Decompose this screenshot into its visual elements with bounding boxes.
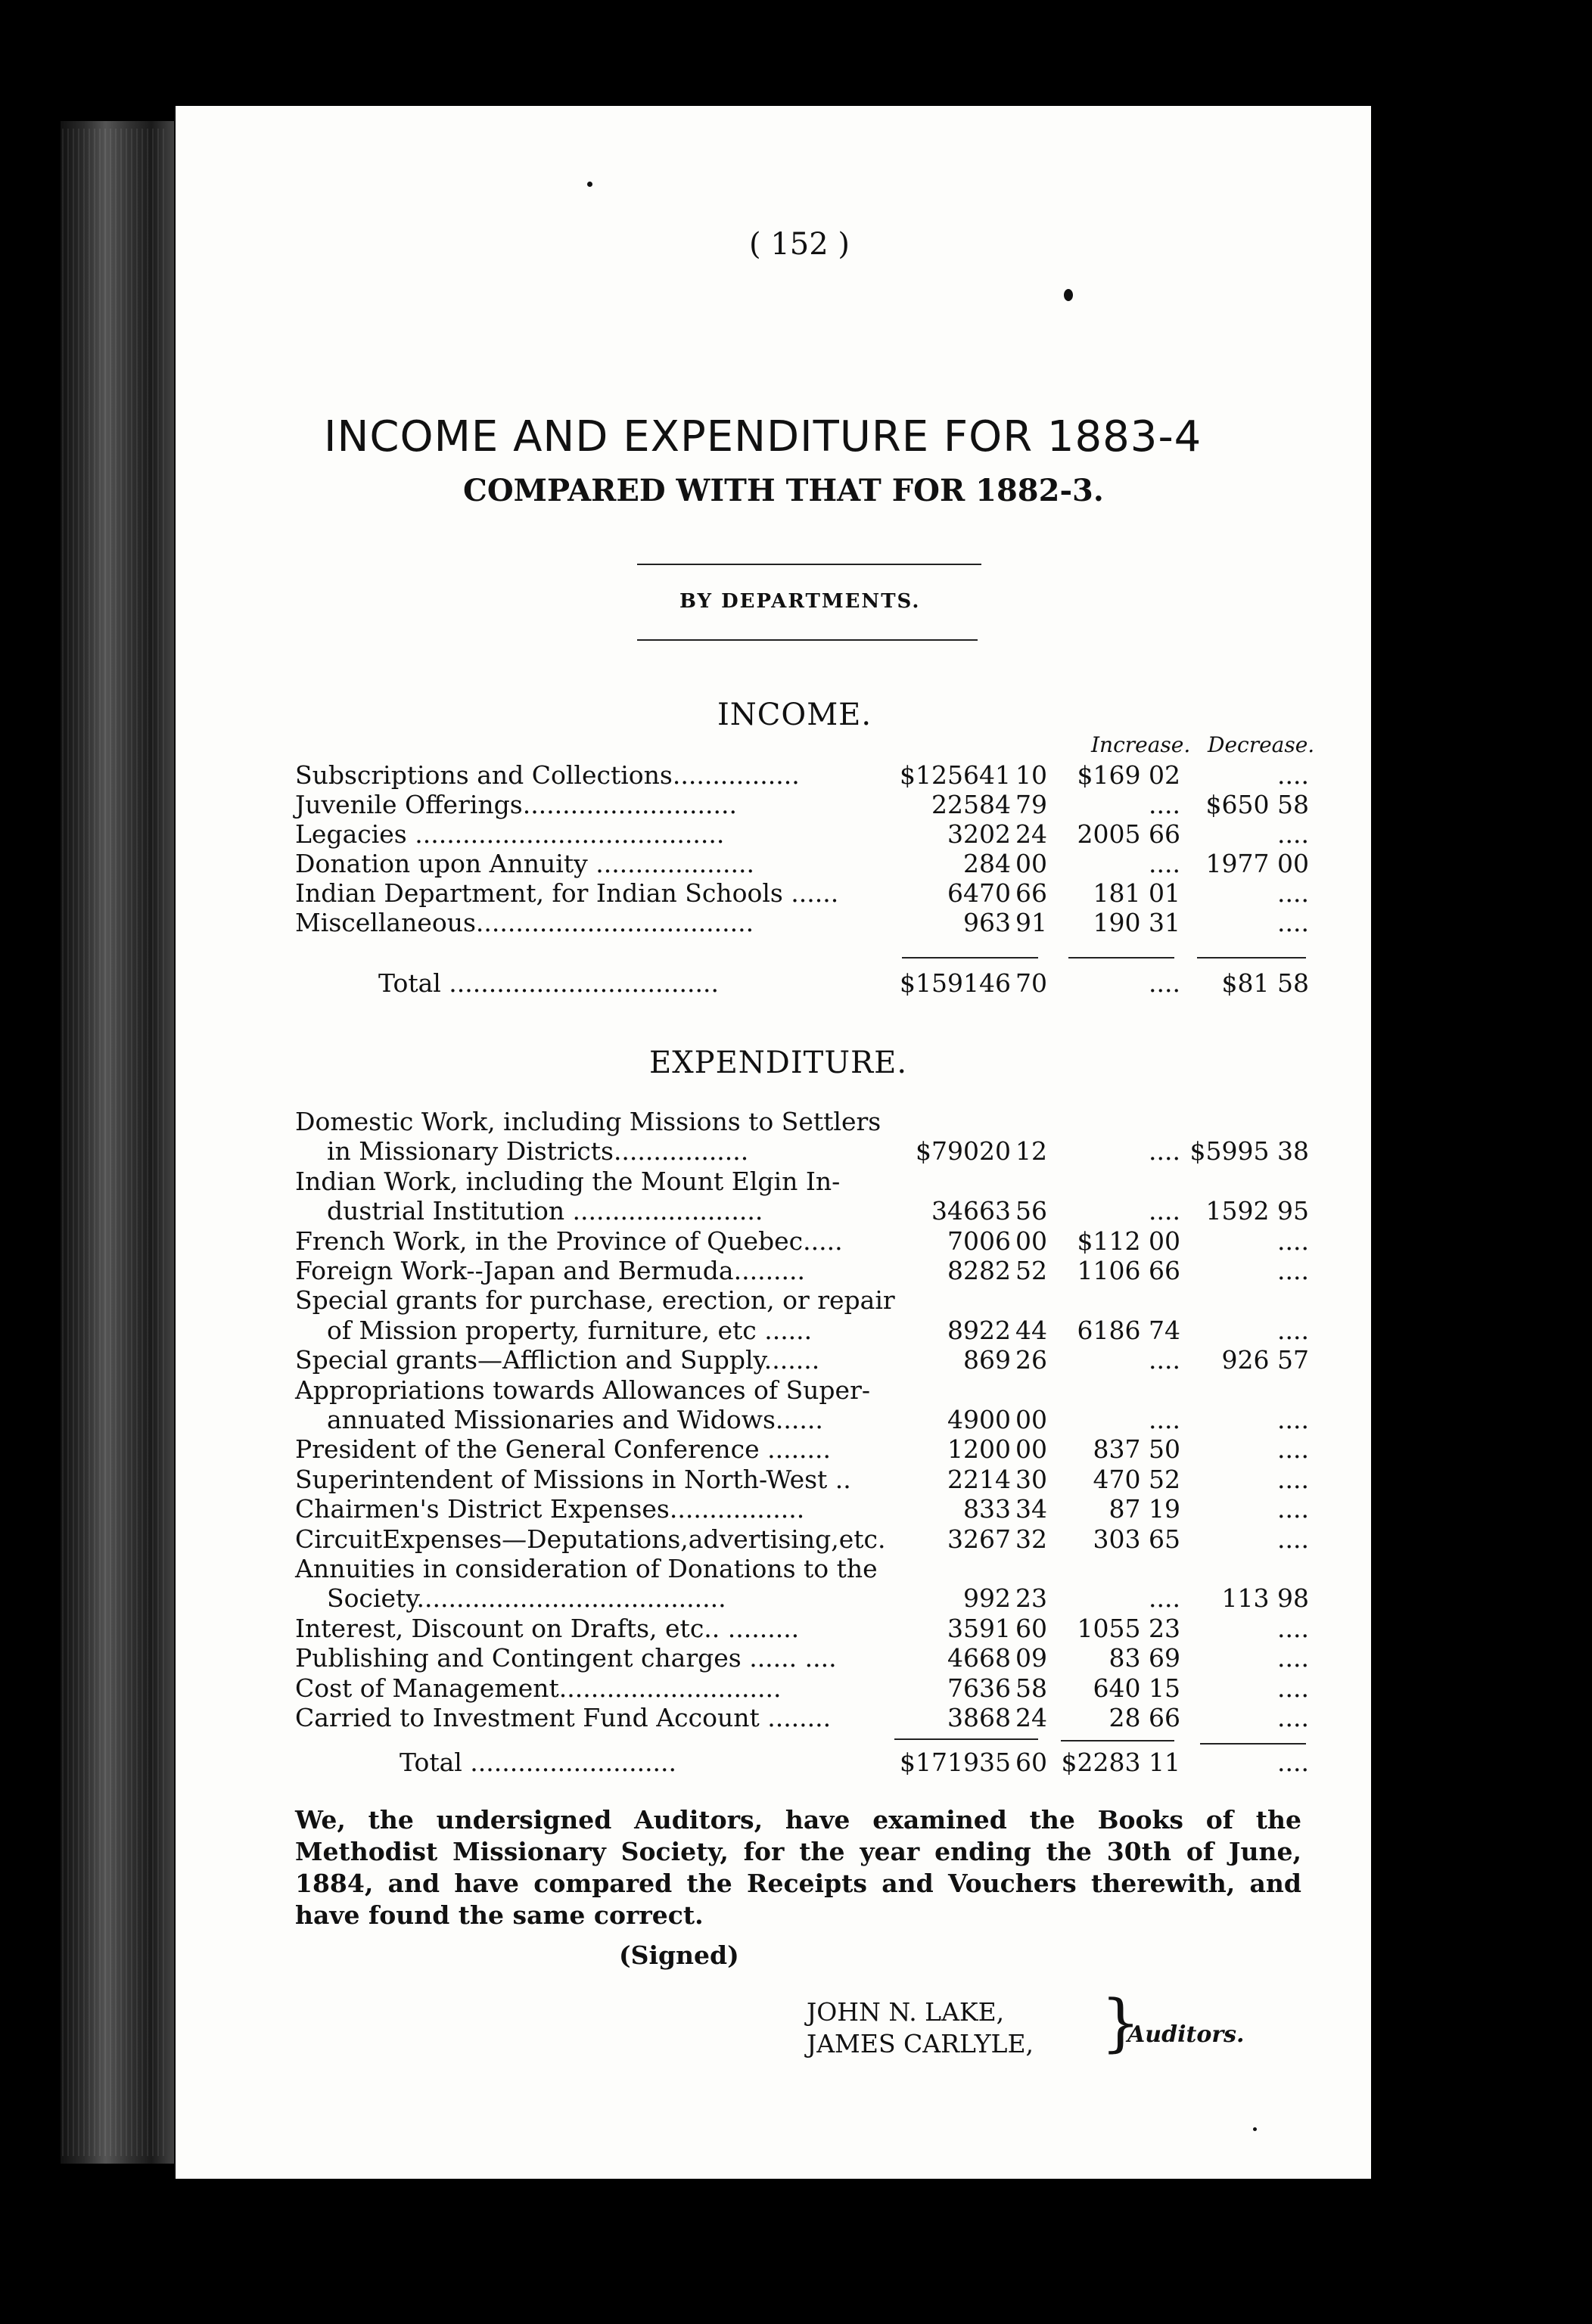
expenditure-row [0, 1256, 1592, 1286]
decrease-column-header: Decrease. [1208, 732, 1315, 757]
expenditure-total-decrease: .... [1277, 1748, 1309, 1777]
expenditure-sum-rule-increase [1061, 1740, 1174, 1741]
income-label: Subscriptions and Collections................ [295, 760, 800, 790]
income-dollars: 22584 [931, 790, 1011, 819]
expenditure-total-cents: 60 [1015, 1748, 1047, 1777]
increase-column-header: Increase. [1091, 732, 1191, 757]
section-by-departments: BY DEPARTMENTS. [679, 590, 921, 613]
expenditure-cents: 30 [1015, 1464, 1047, 1494]
income-decrease: 1977 00 [1205, 849, 1309, 878]
expenditure-label: CircuitExpenses—Deputations,advertising,etc. [295, 1524, 886, 1554]
income-dollars: 3202 [947, 819, 1011, 849]
expenditure-dollars: 3868 [947, 1703, 1011, 1732]
expenditure-label: Domestic Work, including Missions to Settlers [295, 1107, 882, 1136]
expenditure-row [0, 1583, 1592, 1614]
expenditure-decrease: .... [1277, 1613, 1309, 1643]
income-label: Juvenile Offerings........................... [295, 790, 737, 819]
expenditure-increase: 837 50 [1093, 1434, 1180, 1465]
expenditure-label: Indian Work, including the Mount Elgin In- [295, 1166, 841, 1196]
expenditure-increase: 83 69 [1108, 1643, 1180, 1673]
expenditure-dollars: 869 [963, 1345, 1011, 1375]
expenditure-row [0, 1226, 1592, 1257]
expenditure-label: Special grants for purchase, erection, or repair [295, 1285, 895, 1316]
expenditure-label: annuated Missionaries and Widows...... [295, 1405, 823, 1434]
income-heading: INCOME. [717, 698, 872, 732]
divider-bottom [637, 639, 978, 641]
expenditure-cents: 34 [1015, 1494, 1047, 1524]
expenditure-dollars: 3591 [947, 1613, 1011, 1643]
income-cents: 91 [1015, 908, 1047, 937]
expenditure-label: Appropriations towards Allowances of Super- [295, 1375, 871, 1405]
expenditure-dollars: 3267 [947, 1524, 1011, 1554]
income-decrease: .... [1277, 819, 1309, 849]
expenditure-dollars: 2214 [947, 1464, 1011, 1494]
auditor-statement: We, the undersigned Auditors, have examined the Books of the Methodist Missionary Society, for the year ending the 30th of June, 1884, and have compared the Receipts and Vouchers therewith, and have found the same correct. [295, 1805, 1301, 1930]
expenditure-dollars: 7006 [947, 1226, 1011, 1256]
expenditure-dollars: 34663 [931, 1196, 1011, 1226]
income-total-cents: 70 [1015, 968, 1047, 998]
expenditure-row [0, 1167, 1592, 1197]
income-decrease: .... [1277, 878, 1309, 908]
income-row [0, 878, 1592, 909]
expenditure-label: Society....................................... [295, 1583, 726, 1614]
expenditure-dollars: 1200 [947, 1434, 1011, 1465]
expenditure-decrease: .... [1277, 1673, 1309, 1703]
expenditure-label: dustrial Institution ........................ [295, 1196, 763, 1226]
expenditure-cents: 56 [1015, 1196, 1047, 1226]
expenditure-decrease: .... [1277, 1494, 1309, 1524]
income-cents: 66 [1015, 878, 1047, 908]
expenditure-row [0, 1316, 1592, 1346]
income-sum-rule-main [902, 957, 1038, 958]
expenditure-row [0, 1465, 1592, 1495]
income-increase: .... [1149, 849, 1180, 878]
page-title: INCOME AND EXPENDITURE FOR 1883-4 [324, 412, 1202, 461]
expenditure-row [0, 1434, 1592, 1465]
expenditure-total-row [0, 1748, 1592, 1778]
income-row [0, 849, 1592, 879]
expenditure-row [0, 1494, 1592, 1524]
income-cents: 24 [1015, 819, 1047, 849]
expenditure-cents: 32 [1015, 1524, 1047, 1554]
expenditure-dollars: 833 [963, 1494, 1011, 1524]
expenditure-dollars: 4900 [947, 1405, 1011, 1434]
expenditure-label: Chairmen's District Expenses................. [295, 1494, 805, 1524]
income-dollars: $125641 [900, 760, 1011, 790]
expenditure-decrease: .... [1277, 1226, 1309, 1256]
expenditure-cents: 60 [1015, 1613, 1047, 1643]
expenditure-row [0, 1614, 1592, 1644]
expenditure-decrease: .... [1277, 1703, 1309, 1732]
income-label: Donation upon Annuity .................... [295, 849, 755, 878]
expenditure-increase: 1055 23 [1077, 1613, 1180, 1643]
income-row [0, 819, 1592, 850]
income-label: Indian Department, for Indian Schools ...... [295, 878, 839, 908]
expenditure-label: Special grants—Affliction and Supply....... [295, 1345, 820, 1375]
expenditure-row [0, 1285, 1592, 1316]
expenditure-cents: 24 [1015, 1703, 1047, 1732]
expenditure-decrease: .... [1277, 1405, 1309, 1434]
expenditure-decrease: .... [1277, 1524, 1309, 1554]
income-total-dollars: $159146 [900, 968, 1011, 998]
expenditure-cents: 44 [1015, 1315, 1047, 1345]
expenditure-increase: .... [1149, 1196, 1180, 1226]
expenditure-cents: 26 [1015, 1345, 1047, 1375]
income-label: Miscellaneous................................... [295, 908, 754, 937]
expenditure-cents: 00 [1015, 1405, 1047, 1434]
expenditure-dollars: 8282 [947, 1256, 1011, 1285]
income-label: Legacies ....................................... [295, 819, 725, 849]
income-dollars: 284 [963, 849, 1011, 878]
expenditure-increase: 1106 66 [1077, 1256, 1180, 1285]
expenditure-decrease: .... [1277, 1256, 1309, 1285]
expenditure-total-dollars: $171935 [900, 1748, 1011, 1777]
expenditure-cents: 00 [1015, 1434, 1047, 1465]
signed-label: (Signed) [619, 1940, 739, 1970]
expenditure-increase: $112 00 [1077, 1226, 1180, 1256]
expenditure-decrease: .... [1277, 1434, 1309, 1465]
expenditure-increase: 28 66 [1108, 1703, 1180, 1732]
expenditure-increase: 87 19 [1108, 1494, 1180, 1524]
ink-speck [1253, 2127, 1257, 2131]
expenditure-label: Publishing and Contingent charges ...... .... [295, 1643, 837, 1673]
expenditure-decrease: .... [1277, 1315, 1309, 1345]
income-increase: .... [1149, 790, 1180, 819]
expenditure-label: Superintendent of Missions in North-West .. [295, 1464, 851, 1494]
income-decrease: $650 58 [1205, 790, 1309, 819]
expenditure-sum-rule-main [894, 1738, 1038, 1740]
expenditure-increase: .... [1149, 1136, 1180, 1167]
expenditure-cents: 58 [1015, 1673, 1047, 1703]
expenditure-decrease: .... [1277, 1464, 1309, 1494]
expenditure-cents: 52 [1015, 1256, 1047, 1285]
income-row [0, 908, 1592, 938]
expenditure-dollars: 7636 [947, 1673, 1011, 1703]
expenditure-label: Cost of Management............................ [295, 1673, 782, 1703]
income-cents: 79 [1015, 790, 1047, 819]
expenditure-total-increase: $2283 11 [1061, 1748, 1180, 1777]
expenditure-row [0, 1136, 1592, 1167]
income-sum-rule-increase [1068, 957, 1174, 958]
expenditure-row [0, 1107, 1592, 1137]
expenditure-increase: 640 15 [1093, 1673, 1180, 1703]
expenditure-row [0, 1196, 1592, 1226]
expenditure-dollars: 4668 [947, 1643, 1011, 1673]
income-row [0, 790, 1592, 820]
expenditure-label: Interest, Discount on Drafts, etc.. ......... [295, 1613, 800, 1643]
expenditure-dollars: 8922 [947, 1315, 1011, 1345]
income-dollars: 963 [963, 908, 1011, 937]
expenditure-label: of Mission property, furniture, etc ...... [295, 1315, 813, 1345]
expenditure-cents: 00 [1015, 1226, 1047, 1256]
expenditure-row [0, 1554, 1592, 1584]
expenditure-cents: 09 [1015, 1643, 1047, 1673]
income-total-row [0, 968, 1592, 999]
income-decrease: .... [1277, 760, 1309, 790]
expenditure-increase: 470 52 [1093, 1464, 1180, 1494]
expenditure-dollars: 992 [963, 1583, 1011, 1614]
expenditure-sum-rule-decrease [1200, 1743, 1306, 1745]
expenditure-decrease: 926 57 [1221, 1345, 1309, 1375]
page-subtitle: COMPARED WITH THAT FOR 1882-3. [463, 473, 1104, 508]
income-increase: $169 02 [1077, 760, 1180, 790]
expenditure-dollars: $79020 [916, 1136, 1011, 1167]
expenditure-label: Foreign Work--Japan and Bermuda......... [295, 1256, 806, 1285]
income-total-increase: .... [1149, 968, 1180, 998]
expenditure-row [0, 1643, 1592, 1673]
expenditure-decrease: $5995 38 [1189, 1136, 1309, 1167]
expenditure-row [0, 1375, 1592, 1406]
income-increase: 2005 66 [1077, 819, 1180, 849]
income-total-decrease: $81 58 [1221, 968, 1309, 998]
expenditure-increase: .... [1149, 1345, 1180, 1375]
expenditure-increase: .... [1149, 1405, 1180, 1434]
income-row [0, 760, 1592, 791]
expenditure-label: French Work, in the Province of Quebec..... [295, 1226, 843, 1256]
income-sum-rule-decrease [1197, 957, 1306, 958]
expenditure-heading: EXPENDITURE. [649, 1045, 908, 1080]
expenditure-decrease: .... [1277, 1643, 1309, 1673]
expenditure-label: in Missionary Districts................. [295, 1136, 749, 1167]
divider-top [637, 564, 981, 565]
expenditure-increase: .... [1149, 1583, 1180, 1614]
expenditure-label: Carried to Investment Fund Account ........ [295, 1703, 832, 1732]
ink-speck [1064, 289, 1073, 301]
income-dollars: 6470 [947, 878, 1011, 908]
expenditure-total-label: Total .......................... [400, 1748, 677, 1777]
ink-speck [587, 182, 592, 187]
auditors-brace: } [1101, 1987, 1141, 2059]
auditor-name-1: JOHN N. LAKE, [807, 1997, 1005, 2027]
expenditure-row [0, 1703, 1592, 1733]
expenditure-cents: 23 [1015, 1583, 1047, 1614]
expenditure-increase: 303 65 [1093, 1524, 1180, 1554]
auditor-name-2: JAMES CARLYLE, [807, 2029, 1034, 2058]
income-decrease: .... [1277, 908, 1309, 937]
income-cents: 10 [1015, 760, 1047, 790]
expenditure-increase: 6186 74 [1077, 1315, 1180, 1345]
expenditure-decrease: 113 98 [1221, 1583, 1309, 1614]
expenditure-row [0, 1673, 1592, 1704]
expenditure-row [0, 1405, 1592, 1435]
expenditure-cents: 12 [1015, 1136, 1047, 1167]
income-cents: 00 [1015, 849, 1047, 878]
auditors-label: Auditors. [1127, 2021, 1245, 2048]
expenditure-label: President of the General Conference ........ [295, 1434, 832, 1465]
income-increase: 181 01 [1093, 878, 1180, 908]
income-total-label: Total .................................. [378, 968, 719, 998]
expenditure-row [0, 1524, 1592, 1555]
expenditure-decrease: 1592 95 [1205, 1196, 1309, 1226]
expenditure-label: Annuities in consideration of Donations to the [295, 1554, 878, 1583]
income-increase: 190 31 [1093, 908, 1180, 937]
page-number: ( 152 ) [749, 227, 850, 262]
expenditure-row [0, 1345, 1592, 1375]
